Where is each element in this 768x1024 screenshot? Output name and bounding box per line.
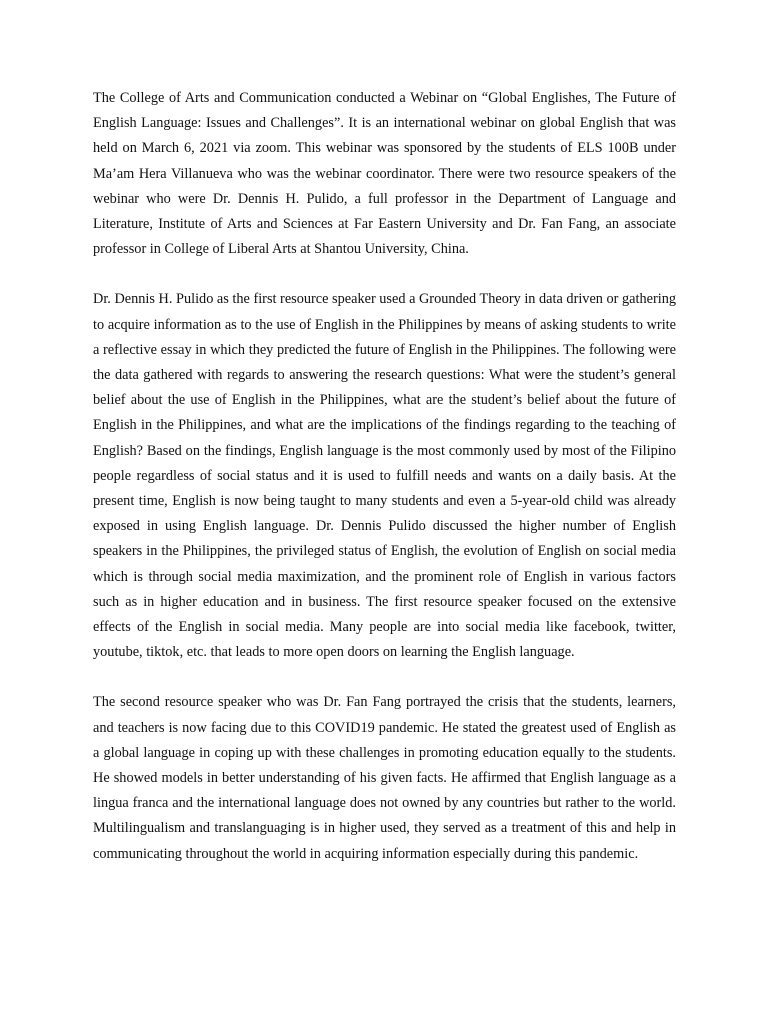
- paragraph-first-speaker: Dr. Dennis H. Pulido as the first resource speaker used a Grounded Theory in data driven or gathering to acquire information as to the use of English in the Philippines by means of asking students to write a reflective essay in which they predicted the future of English in the Philippines. The following were the data gathered with regards to answering the research questions: What were the student’s general belief about the use of English in the Philippines, what are the student’s belief about the future of English in the Philippines, and what are the implications of the findings regarding to the teaching of English? Based on the findings, English language is the most commonly used by most of the Filipino people regardless of social status and it is used to fulfill needs and wants on a daily basis. At the present time, English is now being taught to many students and even a 5-year-old child was already exposed in using English language. Dr. Dennis Pulido discussed the higher number of English speakers in the Philippines, the privileged status of English, the evolution of English on social media which is through social media maximization, and the prominent role of English in various factors such as in higher education and in business. The first resource speaker focused on the extensive effects of the English in social media. Many people are into social media like facebook, twitter, youtube, tiktok, etc. that leads to more open doors on learning the English language.: [93, 291, 676, 661]
- document-page: [93, 86, 676, 892]
- paragraph-intro: The College of Arts and Communication conducted a Webinar on “Global Englishes, The Future of English Language: Issues and Challenges”. It is an international webinar on global English that was held on March 6, 2021 via zoom. This webinar was sponsored by the students of ELS 100B under Ma’am Hera Villanueva who was the webinar coordinator. There were two resource speakers of the webinar who were Dr. Dennis H. Pulido, a full professor in the Department of Language and Literature, Institute of Arts and Sciences at Far Eastern University and Dr. Fan Fang, an associate professor in College of Liberal Arts at Shantou University, China.: [93, 90, 676, 258]
- paragraph-second-speaker: The second resource speaker who was Dr. Fan Fang portrayed the crisis that the students, learners, and teachers is now facing due to this COVID19 pandemic. He stated the greatest used of English as a global language in coping up with these challenges in promoting education equally to the students. He showed models in better understanding of his given facts. He affirmed that English language as a lingua franca and the international language does not owned by any countries but rather to the world. Multilingualism and translanguaging is in higher used, they served as a treatment of this and help in communicating throughout the world in acquiring information especially during this pandemic.: [93, 694, 676, 862]
